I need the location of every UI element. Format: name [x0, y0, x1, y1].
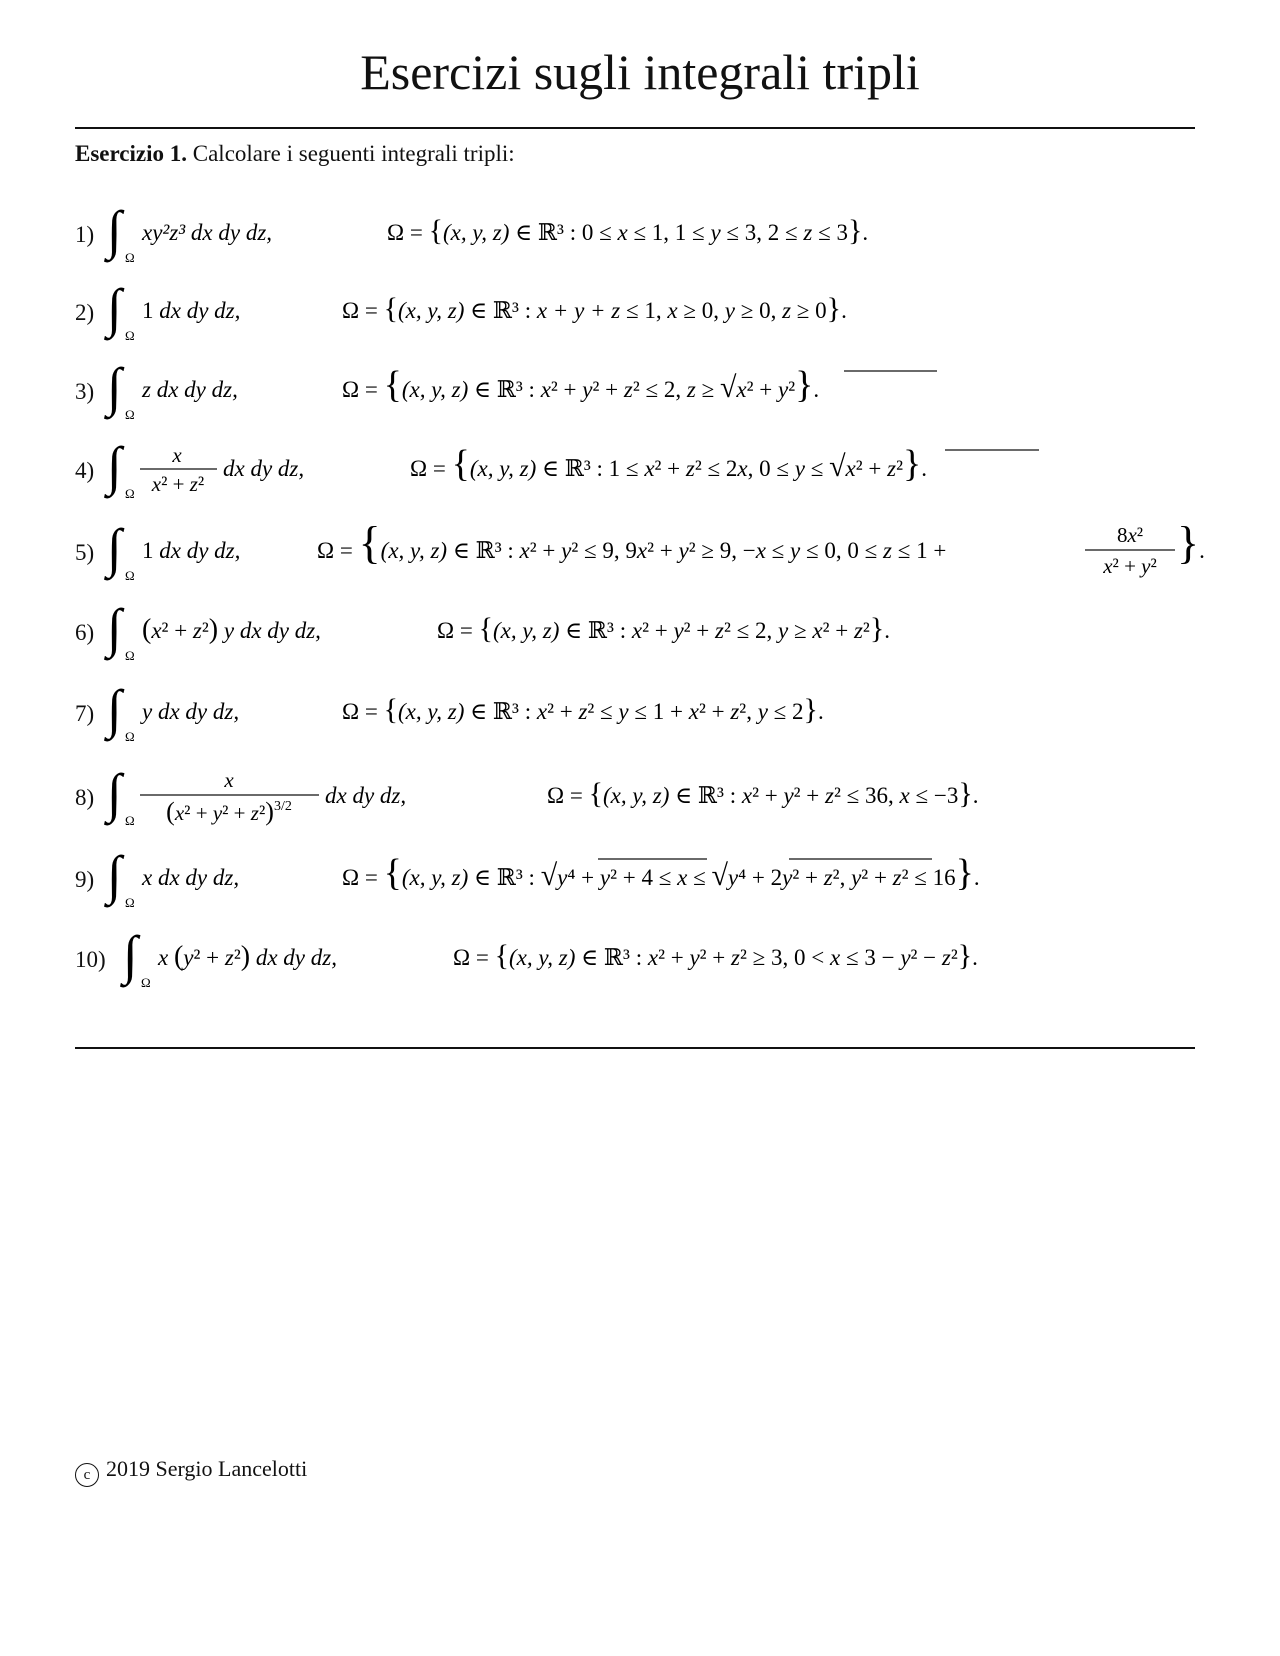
svg-text:z dx dy dz,: z dx dy dz,	[142, 377, 238, 402]
top-divider	[75, 127, 1195, 129]
exercise-number: 4)	[75, 458, 95, 483]
exercise-item-5	[75, 518, 1215, 588]
copyright-footer	[75, 1455, 307, 1487]
copyright-icon: c	[75, 1463, 99, 1487]
svg-text:Ω: Ω	[125, 250, 135, 265]
svg-text:Ω = {(x, y, z) ∈ ℝ³ : x² + y²: Ω = {(x, y, z) ∈ ℝ³ : x² + y² + z² ≤ 2, z ≥ √x² + y²}.	[342, 364, 820, 406]
svg-text:∫: ∫	[107, 200, 122, 260]
svg-text:Ω: Ω	[125, 729, 135, 744]
exercise-number: 2)	[75, 300, 95, 325]
svg-text:Ω = {(x, y, z) ∈ ℝ³ : √y⁴ + y: Ω = {(x, y, z) ∈ ℝ³ : √y⁴ + y² + 4 ≤ x ≤ √y⁴ + 2y² + z², y² + z² ≤ 16}.	[342, 852, 980, 894]
svg-text:dx dy dz,: dx dy dz,	[223, 456, 305, 481]
exercise-item-6	[75, 598, 1215, 668]
svg-text:∫: ∫	[123, 925, 138, 985]
svg-text:(x² + y² + z²)3/2: $(x^2 + y^2 + z^2)^{3/2}$	[166, 797, 292, 826]
exercise-intro	[75, 139, 515, 169]
exercise-formula	[107, 278, 1107, 348]
exercise-item-1	[75, 200, 1215, 270]
exercise-number: 10)	[75, 947, 106, 972]
svg-text:1 dx dy dz,: 1 dx dy dz,	[142, 538, 241, 563]
svg-text:Ω = {(x, y, z) ∈ ℝ³ : 1 ≤ x²: Ω = {(x, y, z) ∈ ℝ³ : 1 ≤ x² + z² ≤ 2x, 0 ≤ y ≤ √x² + z²}.	[410, 443, 927, 485]
svg-text:x dx dy dz,: x dx dy dz,	[142, 865, 240, 890]
bottom-divider	[75, 1047, 1195, 1049]
svg-text:Ω = {(x, y, z) ∈ ℝ³ : 0 ≤ x ≤: Ω = {(x, y, z) ∈ ℝ³ : 0 ≤ x ≤ 1, 1 ≤ y ≤ 3, 2 ≤ z ≤ 3}.	[387, 214, 869, 247]
svg-text:x² + z²: x² + z²	[151, 472, 205, 496]
svg-text:Ω = {(x, y, z) ∈ ℝ³ : x² + y²: Ω = {(x, y, z) ∈ ℝ³ : x² + y² + z² ≤ 36, x ≤ −3}.	[547, 777, 979, 810]
exercise-item-8	[75, 763, 1215, 833]
svg-text:x² + y²: x² + y²	[1103, 554, 1157, 578]
exercise-formula	[107, 845, 1187, 915]
exercise-item-10	[75, 925, 1215, 995]
svg-text:∫: ∫	[107, 845, 122, 905]
svg-text:Ω: Ω	[125, 486, 135, 501]
copyright-text: 2019 Sergio Lancelotti	[106, 1456, 308, 1481]
svg-text:Ω = {(x, y, z) ∈ ℝ³ : x² + y²: Ω = {(x, y, z) ∈ ℝ³ : x² + y² ≤ 9, 9x² + y² ≥ 9, −x ≤ y ≤ 0, 0 ≤ z ≤ 1 +	[317, 517, 947, 568]
svg-text:}.: }.	[1177, 517, 1205, 568]
exercise-number: 9)	[75, 867, 95, 892]
svg-text:Ω: Ω	[141, 975, 151, 990]
exercise-formula	[107, 679, 1107, 749]
svg-text:∫: ∫	[107, 598, 122, 658]
exercise-formula	[107, 436, 1107, 506]
exercise-formula	[107, 200, 1107, 270]
svg-text:Ω: Ω	[125, 813, 135, 828]
svg-text:Ω = {(x, y, z) ∈ ℝ³ : x² + y²: Ω = {(x, y, z) ∈ ℝ³ : x² + y² + z² ≥ 3, 0 < x ≤ 3 − y² − z²}.	[453, 939, 978, 972]
exercise-number: 7)	[75, 701, 95, 726]
exercise-item-7	[75, 679, 1215, 749]
svg-text:∫: ∫	[107, 518, 122, 578]
svg-text:1 dx dy dz,: 1 dx dy dz,	[142, 298, 241, 323]
svg-text:∫: ∫	[107, 278, 122, 338]
svg-text:8x²: 8x²	[1116, 523, 1144, 547]
exercise-number: 6)	[75, 620, 95, 645]
svg-text:∫: ∫	[107, 436, 122, 496]
exercise-formula	[107, 518, 1227, 588]
svg-text:Ω: Ω	[125, 328, 135, 343]
exercise-formula	[123, 925, 1123, 995]
exercise-item-2	[75, 278, 1215, 348]
exercise-instruction: Calcolare i seguenti integrali tripli:	[192, 141, 515, 166]
exercise-number: 3)	[75, 379, 95, 404]
svg-text:y dx dy dz,: y dx dy dz,	[142, 699, 240, 724]
svg-text:(x² + z²) y dx dy dz,: (x² + z²) y dx dy dz,	[142, 614, 321, 645]
exercise-item-9	[75, 845, 1215, 915]
exercise-item-3	[75, 357, 1215, 427]
svg-text:x: x	[172, 443, 182, 467]
svg-text:Ω: Ω	[125, 568, 135, 583]
svg-text:∫: ∫	[107, 679, 122, 739]
exercise-label: Esercizio 1.	[75, 141, 187, 166]
svg-text:∫: ∫	[107, 763, 122, 823]
svg-text:Ω = {(x, y, z) ∈ ℝ³ : x + y +: Ω = {(x, y, z) ∈ ℝ³ : x + y + z ≤ 1, x ≥ 0, y ≥ 0, z ≥ 0}.	[342, 292, 847, 325]
exercise-formula	[107, 357, 1107, 427]
svg-text:x: x	[224, 768, 234, 792]
exercise-formula	[107, 598, 1107, 668]
svg-text:x (y² + z²) dx dy dz,: x (y² + z²) dx dy dz,	[158, 941, 337, 972]
svg-text:∫: ∫	[107, 357, 122, 417]
svg-text:Ω: Ω	[125, 648, 135, 663]
svg-text:dx dy dz,: dx dy dz,	[325, 783, 407, 808]
exercise-item-4	[75, 436, 1215, 506]
svg-text:Ω: Ω	[125, 407, 135, 422]
page-title: Esercizi sugli integrali tripli	[360, 44, 920, 100]
svg-text:xy²z³ dx dy dz,: xy²z³ dx dy dz,	[142, 220, 273, 245]
svg-text:Ω: Ω	[125, 895, 135, 910]
exercise-number: 8)	[75, 785, 95, 810]
exercise-number: 5)	[75, 540, 95, 565]
svg-text:Ω = {(x, y, z) ∈ ℝ³ : x² + z²: Ω = {(x, y, z) ∈ ℝ³ : x² + z² ≤ y ≤ 1 + x² + z², y ≤ 2}.	[342, 693, 824, 726]
svg-text:Ω = {(x, y, z) ∈ ℝ³ : x² + y²: Ω = {(x, y, z) ∈ ℝ³ : x² + y² + z² ≤ 2, y ≥ x² + z²}.	[437, 612, 890, 645]
exercise-formula	[107, 763, 1107, 833]
exercise-number: 1)	[75, 222, 95, 247]
